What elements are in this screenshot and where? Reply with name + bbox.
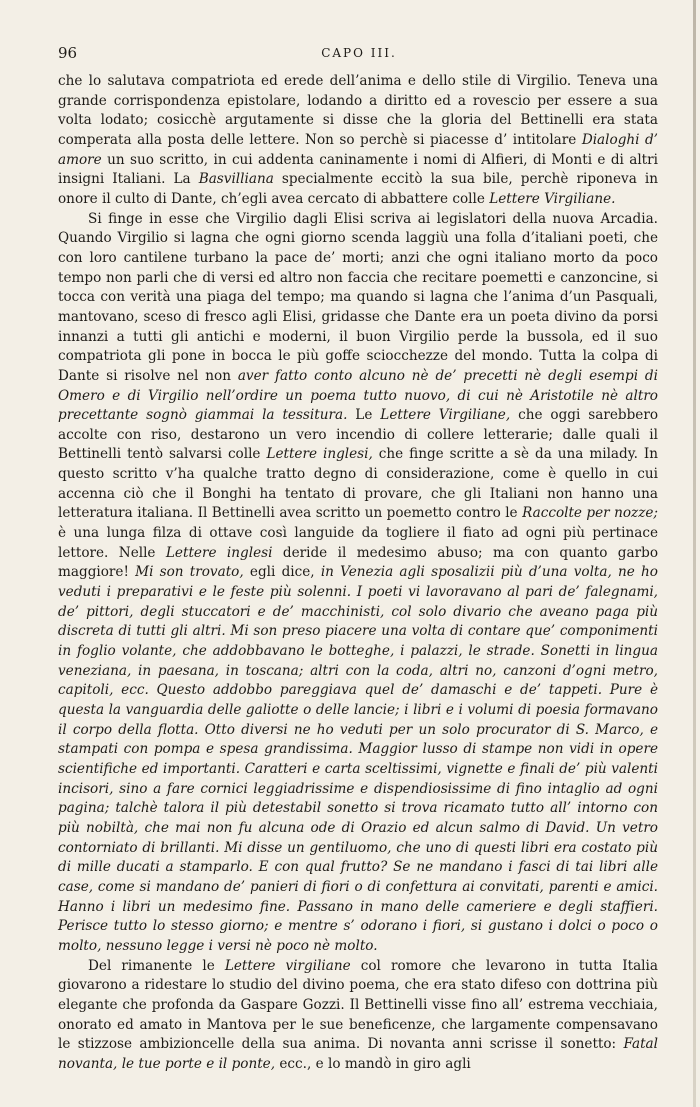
text-run: ecc., e lo mandò in giro agli: [275, 1055, 471, 1072]
italic-run: Lettere inglesi,: [266, 446, 373, 463]
text-run: Si finge in esse che Virgilio dagli Elisi scriva ai legislatori della nuova Arcadia. Quando Virgilio si lagna che ogni giorno scenda laggiù una folla d’italiani poeti, che con loro cantilene turbano la pace de’ morti; anzi che ogni italiano morto da poco tempo non parli che di versi ed altro non faccia che recitare poemetti e canzoncine, si tocca con verità una piaga del tempo; ma quando si lagna che l’anima d’un Pasquali, mantovano, sceso di fresco agli Elisi, gridasse che Dante era un poeta divino da porsi innanzi a tutti gli antichi e moderni, il buon Virgilio perde la bussola, ed il suo compatriota gli pone in bocca le più goffe sciocchezze del mondo. Tutta la colpa di Dante si risolve nel non: [58, 210, 658, 384]
text-run: Del rimanente le: [88, 957, 225, 974]
italic-run: Fatal novanta, le tue porte e il ponte,: [58, 1036, 658, 1072]
text-run: col romore che levarono in tutta Italia giovarono a ridestare lo studio del divino poema, che era stato difeso con dottrina più elegante che profonda da Gaspare Gozzi. Il Bettinelli visse fino all’ estrema vecchiaia, onorato ed amato in Mantova per le sue beneficenze, che largamente compensavano le stizzose ambizioncelle della sua anima. Di novanta anni scrisse il sonetto:: [58, 957, 658, 1053]
italic-run: in Venezia agli sposalizii più d’una volta, ne ho veduti i preparativi e le feste più solenni. I poeti vi lavoravano al pari de’ falegnami, de’ pittori, degli stuccatori e de’ macchinisti, col solo divario che aveano paga più discreta di tutti gli altri. Mi son preso piacere una volta di contare que’ componimenti in foglio volante, che addobbavano le botteghe, i palazzi, le strade. Sonetti in lingua veneziana, in paesana, in toscana; altri con la coda, altri no, canzoni d’ogni metro, capitoli, ecc. Questo addobbo pareggiava quel de’ damaschi e de’ tappeti. Pure è questa la vanguardia delle galiotte o delle lancie; i libri e i volumi di poesia formavano il corpo della flotta. Otto diversi ne ho veduti per un solo procurator di S. Marco, e stampati con pompa e spesa grandissima. Maggior lusso di stampe non vidi in opere scientifiche ed importanti. Caratteri e carta sceltissimi, vignette e finali de’ più valenti incisori, sino a fare cornici leggiadrissime e dispendiosissime di fino intaglio ad ogni pagina; talchè talora il più detestabil sonetto si trova ricamato tutto all’ intorno con più nobiltà, che mai non fu alcuna ode di Orazio ed alcun salmo di David. Un vetro contorniato di brillanti. Mi disse un gentiluomo, che uno di questi libri era costato più di mille ducati a stamparlo. E con qual frutto? Se ne mandano i fasci di tai libri alle case, come si mandano de’ panieri di fiori o di confettura ai convitati, parenti e amici. Hanno i libri un medesimo fine. Passano in mano delle cameriere e degli staffieri. Perisce tutto lo stesso giorno; e mentre s’ odorano i fiori, si gustano i dolci o poco o molto, nessuno legge i versi nè poco nè molto.: [58, 564, 658, 954]
italic-run: Lettere inglesi: [165, 544, 273, 561]
text-run: che finge scritte a sè da una milady. In questo scritto v’ha qualche tratto degno di considerazione, come è quello in cui accenna ciò che il Bonghi ha tentato di provare, che gli Italiani non hanno una letteratura italiana. Il Bettinelli avea scritto un poemetto contro le: [58, 446, 658, 522]
italic-run: Dialoghi d’ amore: [58, 131, 659, 168]
text-run: un suo scritto, in cui addenta caninamente i nomi di Alfieri, di Monti e di altri insigni Italiani. La: [58, 151, 658, 188]
italic-run: aver fatto conto alcuno nè de’ precetti nè degli esempi di Omero e di Virgilio nell’ordire un poema tutto nuovo, di cui nè Aristotile nè altro precettante sognò giammai la tessitura.: [58, 367, 658, 424]
italic-run: Lettere virgiliane: [224, 957, 351, 974]
text-run: è una lunga filza di ottave così languide da togliere il fiato ad ogni più pertinace lettore. Nelle: [58, 525, 658, 561]
running-head: CAPO III.: [321, 46, 397, 60]
body-text: [58, 72, 658, 1074]
page-header: [58, 44, 660, 66]
text-run: deride il medesimo abuso; ma con quanto garbo maggiore!: [58, 544, 659, 581]
text-run: Le: [347, 407, 381, 424]
text-run: egli dice,: [243, 564, 321, 581]
italic-run: Lettere Virgiliane.: [489, 190, 616, 207]
text-run: che oggi sarebbero accolte con riso, destarono un vero incendio di collere letterarie; dalle quali il Bettinelli tentò salvarsi colle: [58, 407, 658, 463]
page-edge-shadow: [693, 0, 696, 1107]
text-run: specialmente eccitò la sua bile, perchè riponeva in onore il culto di Dante, ch’egli avea cercato di abbattere colle: [58, 171, 658, 207]
paragraph-1: [58, 72, 658, 210]
italic-run: Mi son trovato,: [135, 564, 244, 581]
paragraph-3: [58, 957, 658, 1075]
paragraph-2: [58, 210, 658, 957]
italic-run: Raccolte per nozze;: [522, 505, 659, 522]
text-run: che lo salutava compatriota ed erede dell’anima e dello stile di Virgilio. Teneva una grande corrispondenza epistolare, lodando a diritto ed a rovescio per essere a sua volta lodato; cosicchè argutamente si disse che la gloria del Bettinelli era stata comperata alla posta delle lettere. Non so perchè si piacesse d’ intitolare: [58, 73, 658, 148]
italic-run: Basvilliana: [198, 171, 274, 188]
page-number: 96: [58, 44, 78, 62]
italic-run: Lettere Virgiliane,: [380, 407, 511, 424]
